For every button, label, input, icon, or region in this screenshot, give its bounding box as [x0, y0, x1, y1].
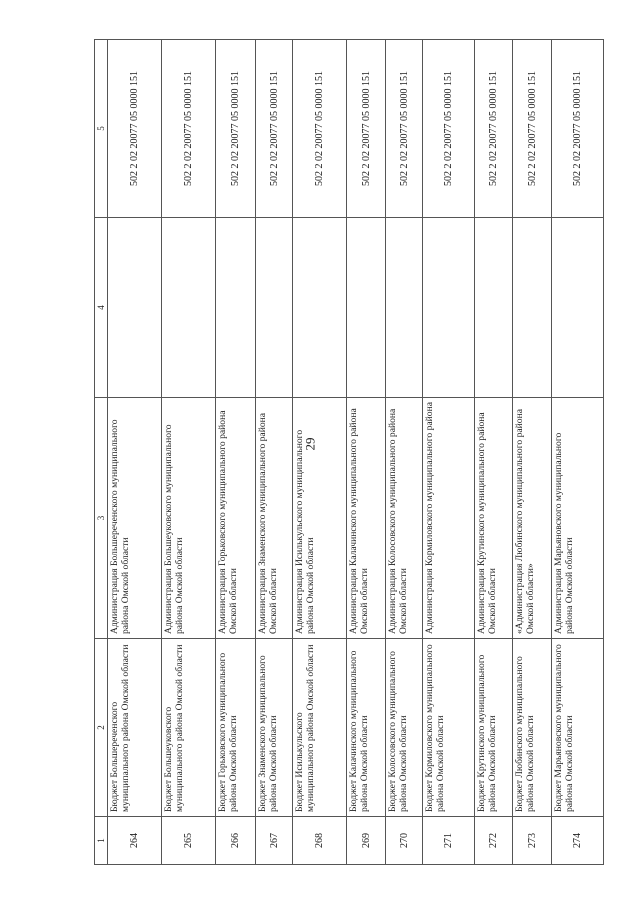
- column-4-cell: [423, 218, 475, 398]
- budget-name: Бюджет Большереченского муниципального района Омской области: [108, 639, 162, 817]
- budget-code: 502 2 02 20077 05 0000 151: [552, 40, 604, 218]
- row-number: 272: [475, 817, 513, 865]
- row-number: 273: [513, 817, 552, 865]
- table-row: [162, 40, 216, 865]
- table-row: [475, 40, 513, 865]
- column-4-cell: [475, 218, 513, 398]
- row-number: 270: [386, 817, 423, 865]
- column-header: 1: [95, 817, 108, 865]
- column-header: 3: [95, 398, 108, 639]
- administrator-name: Администрация Большереченского муниципального района Омской области: [108, 398, 162, 639]
- budget-code: 502 2 02 20077 05 0000 151: [256, 40, 293, 218]
- column-4-cell: [513, 218, 552, 398]
- budget-code: 502 2 02 20077 05 0000 151: [423, 40, 475, 218]
- table-row: [552, 40, 604, 865]
- administrator-name: Администрация Горьковского муниципального района Омской области: [216, 398, 256, 639]
- budget-name: Бюджет Горьковского муниципального района Омской области: [216, 639, 256, 817]
- column-4-cell: [162, 218, 216, 398]
- row-number: 264: [108, 817, 162, 865]
- budget-name: Бюджет Крутинского муниципального района Омской области: [475, 639, 513, 817]
- administrator-name: Администрация Большеуковского муниципального района Омской области: [162, 398, 216, 639]
- row-number: 268: [293, 817, 347, 865]
- column-header: 5: [95, 40, 108, 218]
- column-4-cell: [386, 218, 423, 398]
- column-header: 2: [95, 639, 108, 817]
- budget-name: Бюджет Исилькульского муниципального района Омской области: [293, 639, 347, 817]
- budget-code: 502 2 02 20077 05 0000 151: [162, 40, 216, 218]
- budget-code: 502 2 02 20077 05 0000 151: [216, 40, 256, 218]
- budget-name: Бюджет Кормиловского муниципального района Омской области: [423, 639, 475, 817]
- administrator-name: «Администрация Любинского муниципального района Омской области»: [513, 398, 552, 639]
- table-row: [256, 40, 293, 865]
- budget-name: Бюджет Большеуковского муниципального района Омской области: [162, 639, 216, 817]
- administrator-name: Администрация Колосовского муниципального района Омской области: [386, 398, 423, 639]
- column-4-cell: [552, 218, 604, 398]
- row-number: 265: [162, 817, 216, 865]
- table-row: [386, 40, 423, 865]
- table-row: [423, 40, 475, 865]
- budget-code: 502 2 02 20077 05 0000 151: [475, 40, 513, 218]
- administrator-name: Администрация Кормиловского муниципального района: [423, 398, 475, 639]
- row-number: 266: [216, 817, 256, 865]
- table-row: [108, 40, 162, 865]
- administrator-name: Администрация Знаменского муниципального района Омской области: [256, 398, 293, 639]
- budget-name: Бюджет Колосовского муниципального района Омской области: [386, 639, 423, 817]
- column-header: 4: [95, 218, 108, 398]
- column-4-cell: [108, 218, 162, 398]
- table-row: [216, 40, 256, 865]
- budget-code: 502 2 02 20077 05 0000 151: [108, 40, 162, 218]
- budget-name: Бюджет Знаменского муниципального района Омской области: [256, 639, 293, 817]
- column-4-cell: [256, 218, 293, 398]
- page-number: 29: [302, 437, 318, 451]
- header-row: [95, 40, 108, 865]
- budget-name: Бюджет Марьяновского муниципального района Омской области: [552, 639, 604, 817]
- row-number: 274: [552, 817, 604, 865]
- column-4-cell: [293, 218, 347, 398]
- table-row: [347, 40, 386, 865]
- budget-code: 502 2 02 20077 05 0000 151: [513, 40, 552, 218]
- row-number: 267: [256, 817, 293, 865]
- administrator-name: Администрация Калачинского муниципального района Омской области: [347, 398, 386, 639]
- table-row: [513, 40, 552, 865]
- budget-code: 502 2 02 20077 05 0000 151: [386, 40, 423, 218]
- budget-name: Бюджет Любинского муниципального района Омской области: [513, 639, 552, 817]
- row-number: 271: [423, 817, 475, 865]
- administrator-name: Администрация Исилькульского муниципального района Омской области: [293, 398, 347, 639]
- rotated-table-container: [94, 40, 598, 865]
- table-row: [293, 40, 347, 865]
- administrator-name: Администрация Крутинского муниципального района Омской области: [475, 398, 513, 639]
- column-4-cell: [216, 218, 256, 398]
- row-number: 269: [347, 817, 386, 865]
- budget-name: Бюджет Калачинского муниципального района Омской области: [347, 639, 386, 817]
- budget-code: 502 2 02 20077 05 0000 151: [347, 40, 386, 218]
- administrator-name: Администрация Марьяновского муниципального района Омской области: [552, 398, 604, 639]
- budget-table: [94, 39, 604, 865]
- budget-code: 502 2 02 20077 05 0000 151: [293, 40, 347, 218]
- column-4-cell: [347, 218, 386, 398]
